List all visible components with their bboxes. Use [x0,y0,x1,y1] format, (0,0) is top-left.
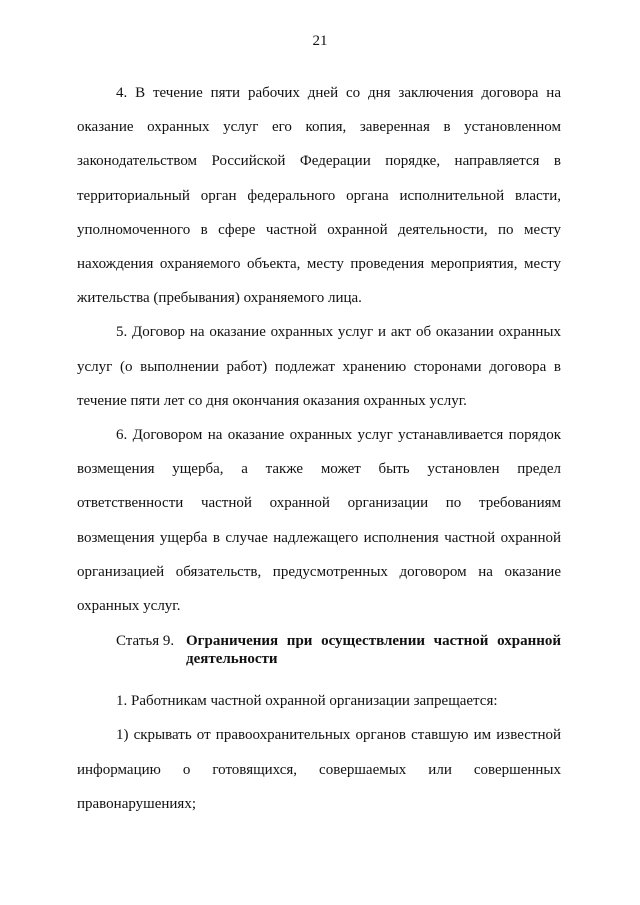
page-number: 21 [312,33,328,49]
paragraph-5: 5. Договор на оказание охранных услуг и акт об оказании охранных услуг (о выполнении работ) подлежат хранению сторонами договора в течение пяти лет со дня окончания оказания охранных услуг. [77,324,561,409]
paragraph-6: 6. Договором на оказание охранных услуг устанавливается порядок возмещения ущерба, а также может быть установлен предел ответственности частной охранной организации по требованиям возмещения ущерба в случае надлежащего исполнения частной охранной организацией обязательств, предусмотренных договором на оказание охранных услуг. [77,427,561,615]
article-item-1: 1) скрывать от правоохранительных органов ставшую им известной информацию о готовящихся, совершаемых или совершенных правонарушениях; [77,727,561,812]
article-number: Статья 9. [116,633,175,650]
article-heading [77,632,561,668]
article-paragraph-1: 1. Работникам частной охранной организации запрещается: [116,693,498,710]
document-body [77,76,561,821]
paragraph-4: 4. В течение пяти рабочих дней со дня заключения договора на оказание охранных услуг его копия, заверенная в установленном законодательством Российской Федерации порядке, направляется в территориальный орган федерального органа исполнительной власти, уполномоченного в сфере частной охранной деятельности, по месту нахождения охраняемого объекта, месту проведения мероприятия, месту жительства (пребывания) охраняемого лица. [77,85,561,307]
article-title: Ограничения при осуществлении частной охранной деятельности [186,633,561,668]
